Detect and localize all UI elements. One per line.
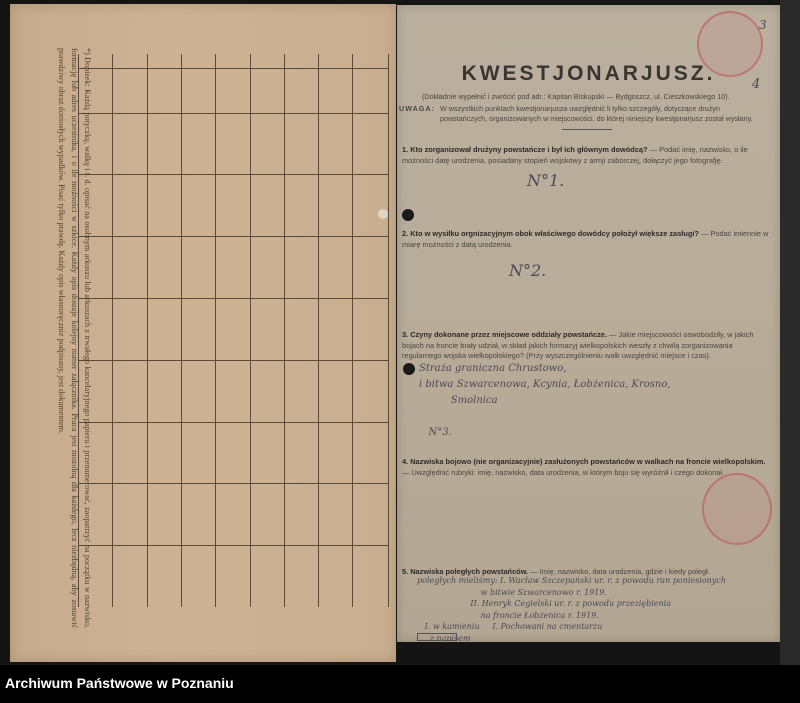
question-1: 1. Kto zorganizował drużyny powstańcze i był ich głównym dowódcą? — Podać imię, nazwisko, o ile możności datę urodzenia, posiadany stopień wojskowy z armji zaborczej, dołączyć jego fotografję. xyxy=(402,145,748,165)
page-number: 3 xyxy=(759,18,767,32)
grid-horizontal-line xyxy=(78,545,389,546)
grid-vertical-line xyxy=(318,54,319,607)
page-mark: 4 xyxy=(752,77,761,92)
note-label: UWAGA: xyxy=(399,104,435,113)
grid-horizontal-line xyxy=(78,298,389,299)
answer-5: poległych mieliśmy: I. Wacław Szczepański ur. r. z powodu ran poniesionych w bitwie Szwarcenowo r. 1919. II. Henryk Cegielski ur. r. z powodu przeziębienia na froncie Łobżenica r. 1919. I. w kamieniu I. Pochowani na cmentarzu z napisem xyxy=(417,576,726,643)
answer-1: N°1. xyxy=(527,171,565,190)
grid-horizontal-line xyxy=(78,113,389,114)
grid-vertical-line xyxy=(388,54,389,607)
grid-vertical-line xyxy=(112,54,113,607)
grid-horizontal-line xyxy=(78,483,389,484)
grid-vertical-line xyxy=(181,54,182,607)
grid-vertical-line xyxy=(250,54,251,607)
grid-vertical-line xyxy=(215,54,216,607)
question-2: 2. Kto w wysiłku orgnizacyjnym obok właściwego dowódcy położył większe zasługi? — Podać imiennie w miarę możności z datą urodzenia. xyxy=(402,229,769,249)
scan-border xyxy=(780,0,800,665)
archive-name: Archiwum Państwowe w Poznaniu xyxy=(5,675,234,691)
question-5: 5. Nazwiska poległych powstańców. — Imię, nazwisko, data urodzenia, gdzie i kiedy poległ. xyxy=(402,567,710,576)
question-4: 4. Nazwiska bojowo (nie organizacyjnie) zasłużonych powstańców w walkach na froncie wielkopolskim. — Uwzględnić rubryki: imię, nazwisko, data urodzenia, w którym boju się wyróżnił i czego dokonał. xyxy=(402,457,766,477)
grid-horizontal-line xyxy=(78,236,389,237)
grid-horizontal-line xyxy=(78,174,389,175)
questionnaire-page xyxy=(397,5,780,642)
left-page-grid-sheet xyxy=(10,4,396,662)
document-title: KWESTJONARJUSZ. xyxy=(461,62,716,85)
grid-vertical-line xyxy=(147,54,148,607)
punch-hole xyxy=(402,209,414,221)
grid-horizontal-line xyxy=(78,422,389,423)
answer-3: Straża graniczna Chrustowo, i bitwa Szwarcenowa, Kcynia, Łobżenica, Krosno, Smolnica N°3. xyxy=(419,363,671,438)
punch-hole xyxy=(378,209,388,219)
question-3: 3. Czyny dokonane przez miejscowe oddziały powstańcze. — Jakie miejscowości oswobodziły, w jakich bojach na froncie brały udział, w skład jakich formacyj wielkopolskich weszły z chwilą zorganizowania regularnego wojska wielkopolskiego? (Przy wyszczególnieniu walk uwzględnić miejsce i czas). xyxy=(402,330,754,360)
red-stamp-middle xyxy=(702,473,772,545)
answer-2: N°2. xyxy=(509,261,547,280)
grid-vertical-line xyxy=(284,54,285,607)
footnote-rotated: *) Dopisek: Każdą potyczkę, walkę i t. d. opisać na osobnym arkuszu lub arkuszach z trwałego kancelaryjnego papieru i przenumerować, zaopatrzyć na początku w nazwisko, formację lub adres uczestnika, i o ile możności w szkice. Każdy opis dostaje kolejny numer załącznika. Praca jest mozolną dla każdego, lecz niezbędną, aby zostawić prawdziwy obraz doniosłych wypadków. Pisać tylko prawdę. Każdy opis własnoręcznie podpisany, jest dokumentem. xyxy=(57,48,92,628)
note-text: W wszystkich punktach kwestjonarjusza uwzględnić li tylko szczegóły, dotyczące drużyn powstańczych, organizowanych w miejscowości, do której niniejszy kwestjonarjusz został wysłany. xyxy=(440,104,753,123)
grid-vertical-line xyxy=(352,54,353,607)
separator-line xyxy=(562,129,612,130)
grid-horizontal-line xyxy=(78,68,389,69)
grid-horizontal-line xyxy=(78,360,389,361)
punch-hole xyxy=(403,363,415,375)
subtitle: (Dokładnie wypełnić i zwrócić pod adr.: Kapitan Biskupski — Bydgoszcz, ul. Cieszkowskiego 10). xyxy=(422,92,730,101)
archive-footer xyxy=(0,665,800,703)
printer-label xyxy=(417,633,457,641)
